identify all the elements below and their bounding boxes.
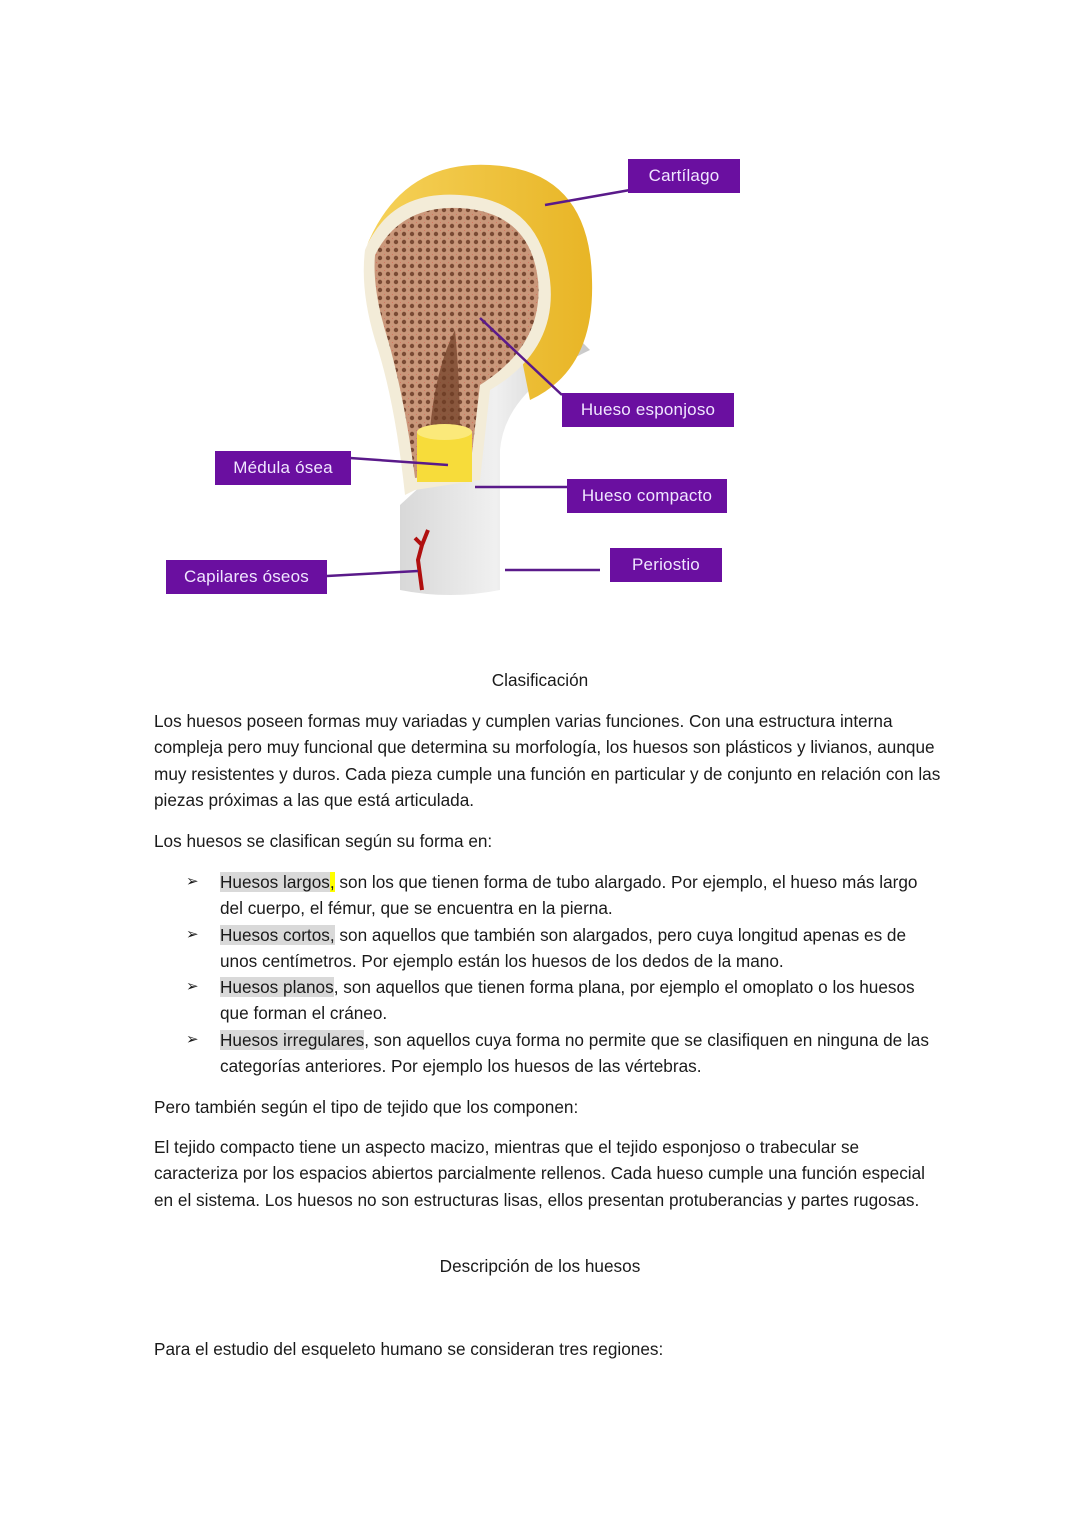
bone-shape-list	[154, 869, 944, 1079]
arrow-bullet-icon: ➢	[186, 1030, 199, 1048]
bone-illustration-icon	[160, 150, 760, 610]
list-item-text: son aquellos que también son alargados, pero cuya longitud apenas es de unos centímetros. Por ejemplo están los huesos de los dedos de la mano.	[220, 924, 907, 971]
bone-diagram	[160, 150, 760, 610]
term-sep: ,	[329, 872, 335, 892]
intro-paragraph: Los huesos poseen formas muy variadas y cumplen varias funciones. Con una estructura interna compleja pero muy funcional que determina su morfología, los huesos son plásticos y livianos, aunque muy resistentes y duros. Cada pieza cumple una función en particular y de conjunto en relación con las piezas próximas a las que está articulada.	[154, 711, 941, 810]
term-huesos-planos: Huesos planos	[220, 977, 334, 998]
label-periostio: Periostio	[610, 548, 722, 582]
term-huesos-largos: Huesos largos	[220, 872, 330, 892]
list-item-text: , son aquellos que tienen forma plana, por ejemplo el omoplato o los huesos que forman el cráneo.	[220, 977, 915, 1024]
arrow-bullet-icon: ➢	[186, 873, 199, 890]
list-item-text: , son aquellos cuya forma no permite que se clasifiquen en ninguna de las categorías anteriores. Por ejemplo los huesos de las vértebras.	[220, 1029, 929, 1077]
arrow-bullet-icon: ➢	[186, 978, 199, 996]
list-item	[154, 869, 944, 922]
tejido-lead: Pero también según el tipo de tejido que los componen:	[154, 1097, 579, 1117]
label-cartilago: Cartílago	[628, 159, 740, 193]
arrow-bullet-icon: ➢	[186, 925, 199, 943]
term-huesos-cortos: Huesos cortos,	[220, 924, 335, 945]
regiones-lead: Para el estudio del esqueleto humano se consideran tres regiones:	[154, 1339, 664, 1359]
forma-lead: Los huesos se clasifican según su forma en:	[154, 831, 493, 851]
section-title-descripcion: Descripción de los huesos	[439, 1256, 641, 1276]
list-item	[154, 974, 944, 1027]
list-item	[154, 922, 944, 975]
list-item	[154, 1027, 944, 1080]
label-hueso-esponjoso: Hueso esponjoso	[562, 393, 734, 427]
label-hueso-compacto: Hueso compacto	[567, 479, 727, 513]
tejido-paragraph: El tejido compacto tiene un aspecto macizo, mientras que el tejido esponjoso o trabecular se caracteriza por los espacios abiertos parcialmente rellenos. Cada hueso cumple una función especial en el sistema. Los huesos no son estructuras lisas, ellos presentan protuberancias y partes rugosas.	[154, 1137, 926, 1210]
list-item-text: son los que tienen forma de tubo alargado. Por ejemplo, el hueso más largo del cuerpo, el fémur, que se encuentra en la pierna.	[220, 872, 918, 919]
section-title-clasificacion: Clasificación	[491, 670, 589, 690]
label-capilares-oseos: Capilares óseos	[166, 560, 327, 594]
term-huesos-irregulares: Huesos irregulares	[220, 1029, 365, 1050]
label-medula-osea: Médula ósea	[215, 451, 351, 485]
